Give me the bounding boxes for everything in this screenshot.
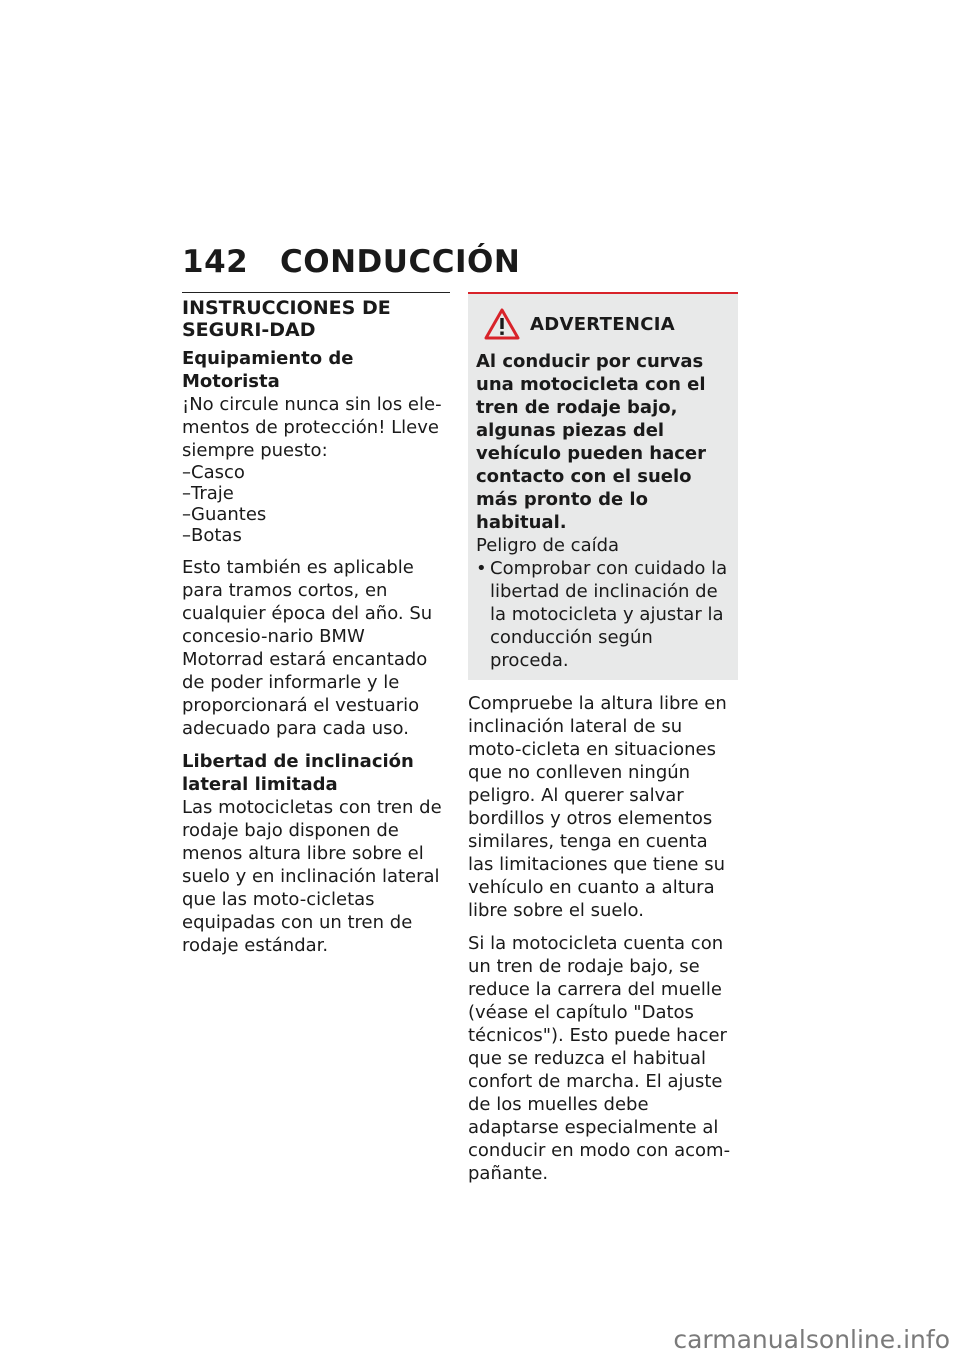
warning-bullet-text: Comprobar con cuidado la libertad de inclinación de la motocicleta y ajustar la conducción según proceda. <box>490 558 728 671</box>
warning-bullet <box>476 557 728 672</box>
warning-header <box>476 308 728 340</box>
list-item: –Casco <box>182 462 245 483</box>
chapter-title: CONDUCCIÓN <box>280 244 521 280</box>
bullet-dot: • <box>476 558 487 579</box>
right-column <box>468 292 738 1185</box>
section-title: INSTRUCCIONES DE SEGURI-DAD <box>182 297 391 341</box>
list-item: –Botas <box>182 525 242 546</box>
list-item: –Traje <box>182 483 234 504</box>
clearance-paragraph: Compruebe la altura libre en inclinación lateral de su moto-cicleta en situaciones que no conlleven ningún peligro. Al querer salvar bordillos y otros elementos similares, tenga en cuenta las limitaciones que tiene su vehículo en cuanto a altura libre sobre el suelo. <box>468 693 727 921</box>
subhead-lean-angle: Libertad de inclinación lateral limitada <box>182 751 414 795</box>
warning-title: ADVERTENCIA <box>530 313 675 335</box>
warning-bold-text: Al conducir por curvas una motocicleta con el tren de rodaje bajo, algunas piezas del vehículo pueden hacer contacto con el suelo más pronto de lo habitual. <box>476 351 707 533</box>
warning-triangle-icon <box>484 308 520 340</box>
watermark: carmanualsonline.info <box>673 1325 950 1354</box>
lean-angle-text: Las motocicletas con tren de rodaje bajo disponen de menos altura libre sobre el suelo y en inclinación lateral que las moto-cicletas equipadas con un tren de rodaje estándar. <box>182 797 442 956</box>
equipment-list <box>182 462 450 546</box>
section-rule <box>182 292 450 293</box>
left-column <box>182 292 450 957</box>
equipment-text-2: Esto también es aplicable para tramos cortos, en cualquier época del año. Su concesio-nario BMW Motorrad estará encantado de poder informarle y le proporcionará el vestuario adecuado para cada uso. <box>182 557 433 739</box>
list-item: –Guantes <box>182 504 267 525</box>
page-header <box>182 244 520 280</box>
suspension-paragraph: Si la motocicleta cuenta con un tren de rodaje bajo, se reduce la carrera del muelle (véase el capítulo "Datos técnicos"). Esto puede hacer que se reduzca el habitual confort de marcha. El ajuste de los muelles debe adaptarse especialmente al conducir en modo con acom-pañante. <box>468 933 731 1184</box>
page-number: 142 <box>182 244 249 280</box>
warning-danger: Peligro de caída <box>476 535 620 556</box>
warning-box <box>468 292 738 680</box>
subhead-equipment: Equipamiento de Motorista <box>182 348 354 392</box>
equipment-text: ¡No circule nunca sin los ele-mentos de protección! Lleve siempre puesto: <box>182 394 442 461</box>
